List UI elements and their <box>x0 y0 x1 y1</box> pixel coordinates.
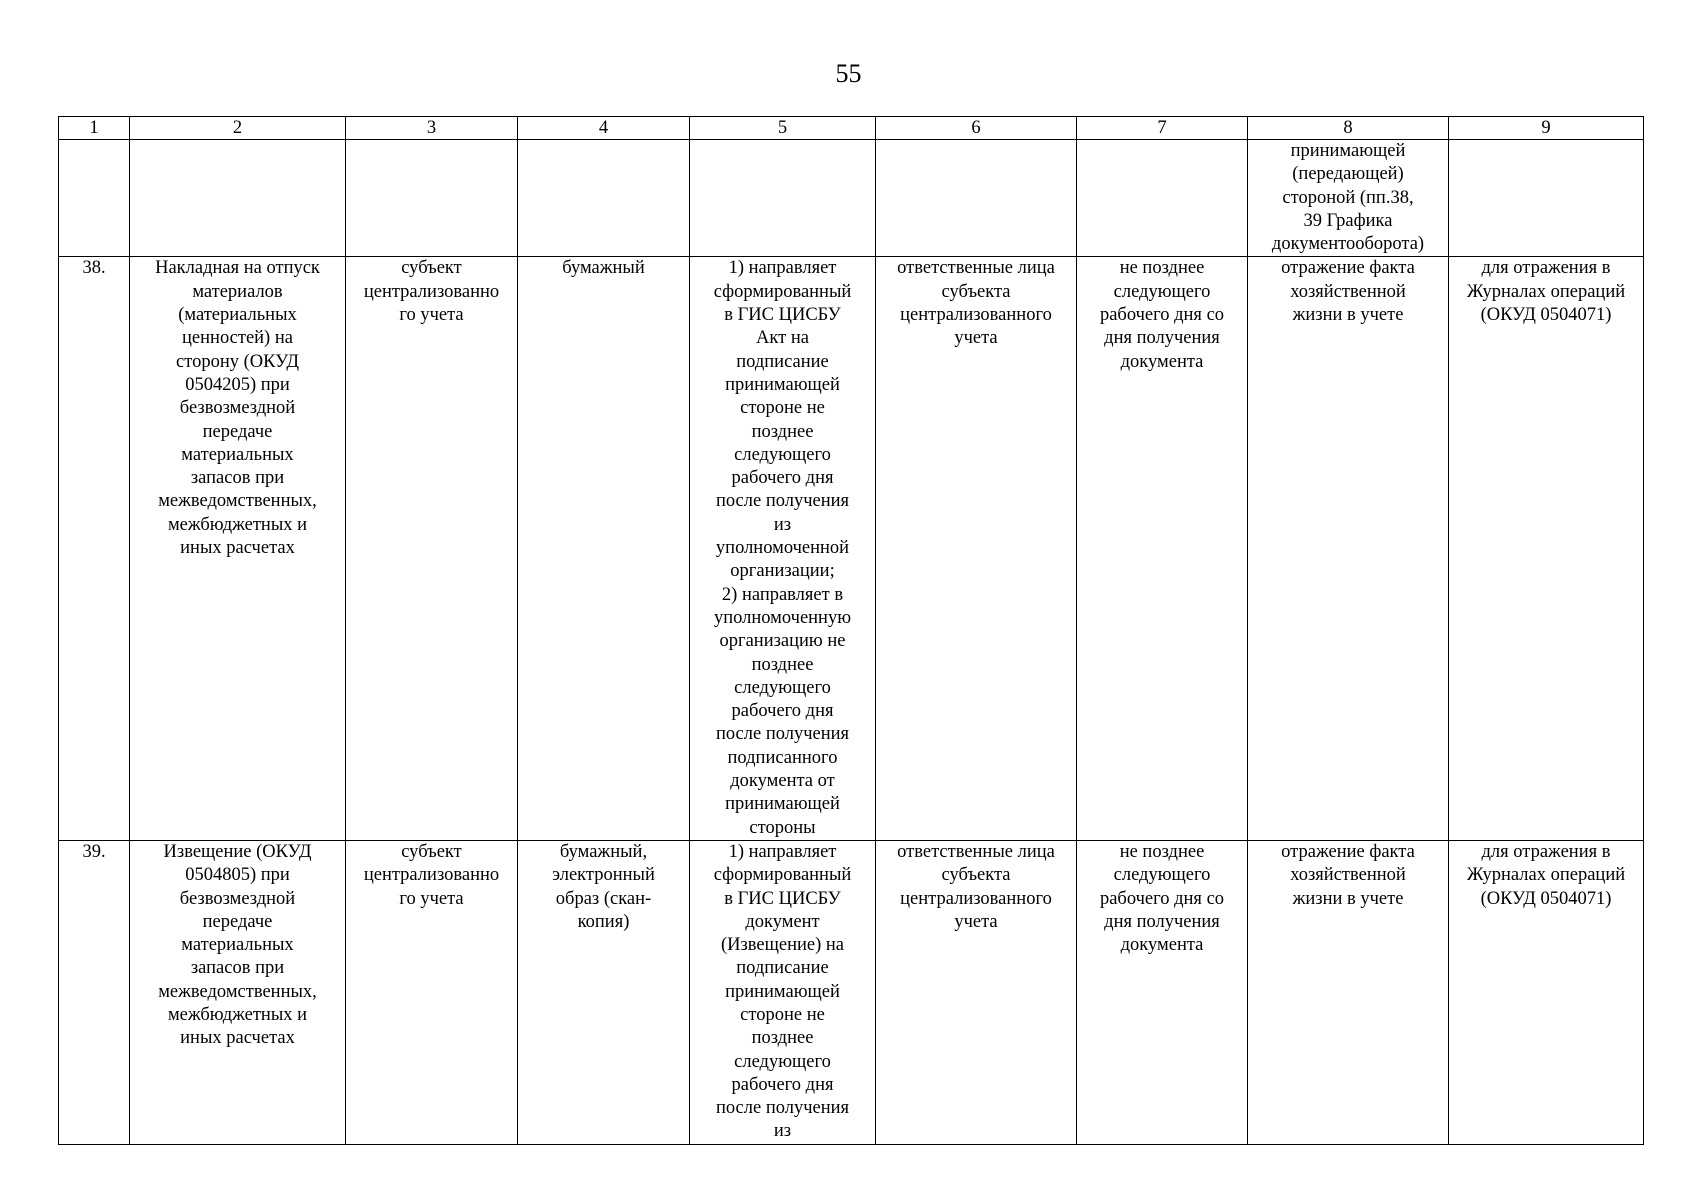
column-number: 2 <box>130 117 346 140</box>
deadline: не позднее следующего рабочего дня со дня получения документа <box>1077 840 1248 1144</box>
register-note: для отражения в Журналах операций (ОКУД 0504071) <box>1449 840 1644 1144</box>
table-cell <box>1449 140 1644 257</box>
document-name: Накладная на отпуск материалов (материальных ценностей) на сторону (ОКУД 0504205) при безвозмездной передаче материальных запасов при межведомственных, межбюджетных и иных расчетах <box>130 257 346 840</box>
responsible-persons: ответственные лица субъекта централизованного учета <box>876 257 1077 840</box>
register-note: для отражения в Журналах операций (ОКУД 0504071) <box>1449 257 1644 840</box>
table-cell <box>346 140 518 257</box>
purpose: отражение факта хозяйственной жизни в учете <box>1248 840 1449 1144</box>
document-name: Извещение (ОКУД 0504805) при безвозмездной передаче материальных запасов при межведомственных, межбюджетных и иных расчетах <box>130 840 346 1144</box>
column-number: 5 <box>690 117 876 140</box>
continuation-row <box>59 140 1644 257</box>
column-number: 3 <box>346 117 518 140</box>
table-cell <box>1077 140 1248 257</box>
document-form: бумажный <box>518 257 690 840</box>
column-number: 4 <box>518 117 690 140</box>
responsible-subject: субъект централизованно го учета <box>346 840 518 1144</box>
table-cell <box>518 140 690 257</box>
row-number: 38. <box>59 257 130 840</box>
table-cell <box>690 140 876 257</box>
column-number: 9 <box>1449 117 1644 140</box>
row-number: 39. <box>59 840 130 1144</box>
table-cell <box>876 140 1077 257</box>
action-description: 1) направляет сформированный в ГИС ЦИСБУ документ (Извещение) на подписание принимающей стороне не позднее следующего рабочего дня после получения из <box>690 840 876 1144</box>
responsible-subject: субъект централизованно го учета <box>346 257 518 840</box>
table-cell <box>130 140 346 257</box>
table-cell <box>59 140 130 257</box>
document-table <box>58 116 1644 1145</box>
column-number: 6 <box>876 117 1077 140</box>
continuation-text: принимающей (передающей) стороной (пп.38, 39 Графика документооборота) <box>1248 140 1449 257</box>
table-row <box>59 840 1644 1144</box>
table-row <box>59 257 1644 840</box>
column-number: 8 <box>1248 117 1449 140</box>
action-description: 1) направляет сформированный в ГИС ЦИСБУ Акт на подписание принимающей стороне не позднее следующего рабочего дня после получения из уполномоченной организации; 2) направляет в уполномоченную организацию не позднее следующего рабочего дня после получения подписанного документа от принимающей стороны <box>690 257 876 840</box>
document-form: бумажный, электронный образ (скан- копия) <box>518 840 690 1144</box>
column-number: 1 <box>59 117 130 140</box>
responsible-persons: ответственные лица субъекта централизованного учета <box>876 840 1077 1144</box>
column-number: 7 <box>1077 117 1248 140</box>
column-number-row <box>59 117 1644 140</box>
deadline: не позднее следующего рабочего дня со дня получения документа <box>1077 257 1248 840</box>
purpose: отражение факта хозяйственной жизни в учете <box>1248 257 1449 840</box>
page-number: 55 <box>835 59 862 88</box>
